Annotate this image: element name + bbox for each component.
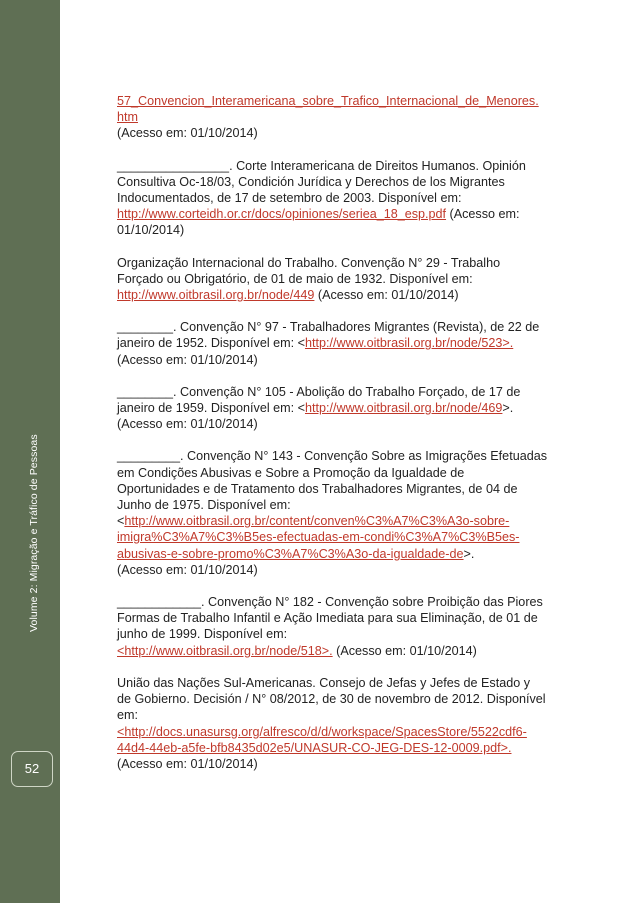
reference-link[interactable]: <http://www.oitbrasil.org.br/node/518>. [117,643,333,658]
page-number-box [11,751,53,787]
reference-link[interactable]: http://www.corteidh.or.cr/docs/opiniones/seriea_18_esp.pdf [117,207,447,222]
reference-text [117,594,547,659]
reference-entry [117,594,547,659]
reference-link[interactable]: http://www.oitbrasil.org.br/content/conven%C3%A7%C3%A3o-sobre-imigra%C3%A7%C3%B5es-efectuadas-em-condi%C3%A7%C3%B5es-abusivas-e-sobre-promo%C3%A7%C3%A3o-da-igualdade-de [117,514,520,561]
reference-segment: União das Nações Sul-Americanas. Consejo de Jefas y Jefes de Estado y de Gobierno. Decisión / N° 08/2012, de 30 de novembro de 2012. Disponível em: [117,675,546,723]
reference-segment: (Acesso em: 01/10/2014) [117,207,520,238]
sidebar [0,0,60,903]
reference-text [117,255,547,304]
reference-entry [117,675,547,772]
reference-segment: < [117,514,125,529]
reference-entry [117,319,547,368]
reference-segment: >. [463,546,475,561]
reference-text [117,384,547,433]
reference-entry [117,448,547,578]
reference-text [117,319,547,368]
reference-segment: Organização Internacional do Trabalho. Convenção N° 29 - Trabalho Forçado ou Obrigatório, de 01 de maio de 1932. Disponível em: [117,255,501,286]
reference-link[interactable]: http://www.oitbrasil.org.br/node/469 [304,401,503,416]
reference-segment: ____________. Convenção N° 182 - Convenção sobre Proibição das Piores Formas de Trabalho Infantil e Ação Imediata para sua Eliminação, de 01 de junho de 1999. Disponível em: [117,595,543,642]
reference-text [117,158,547,239]
reference-entry [117,255,547,304]
reference-segment: (Acesso em: 01/10/2014) [117,417,258,432]
reference-segment: ________________. Corte Interamericana de Direitos Humanos. Opinión Consultiva Oc-18/03, Condición Jurídica y Derechos de los Migrantes Indocumentados, de 17 de setembro de 2003. Disponível em: [117,158,526,206]
reference-link[interactable]: http://www.oitbrasil.org.br/node/449 [117,288,315,303]
reference-segment: (Acesso em: 01/10/2014) [117,562,258,577]
reference-entry [117,93,547,142]
reference-segment: (Acesso em: 01/10/2014) [117,756,258,771]
reference-segment: ________. Convenção N° 105 - Abolição do Trabalho Forçado, de 17 de janeiro de 1959. Disponível em: < [117,384,521,416]
references-list [117,93,547,788]
reference-segment: (Acesso em: 01/10/2014) [314,288,459,303]
page-number: 52 [24,761,40,776]
reference-link[interactable]: http://www.oitbrasil.org.br/node/523>. [304,336,514,351]
reference-segment: (Acesso em: 01/10/2014) [117,126,258,141]
reference-segment: _________. Convenção N° 143 - Convenção Sobre as Imigrações Efetuadas em Condições Abusivas e Sobre a Promoção da Igualdade de Oportunidades e de Tratamento dos Trabalhadores Migrantes, de 04 de Junho de 1975. Disponível em: [117,449,548,513]
reference-text [117,448,547,578]
reference-text [117,93,547,142]
reference-link[interactable]: 57_Convencion_Interamericana_sobre_Trafico_Internacional_de_Menores. [117,94,539,108]
reference-segment: (Acesso em: 01/10/2014) [117,352,258,367]
reference-segment: ________. Convenção N° 97 - Trabalhadores Migrantes (Revista), de 22 de janeiro de 1952. Disponível em: < [117,320,540,351]
reference-segment: >. [502,401,514,416]
reference-entry [117,158,547,239]
volume-title: Volume 2: Migração e Tráfico de Pessoas [28,434,40,632]
reference-link[interactable]: htm [117,110,138,125]
reference-link[interactable]: <http://docs.unasursg.org/alfresco/d/d/workspace/SpacesStore/5522cdf6-44d4-44eb-a5fe-bfb8435d02e5/UNASUR-CO-JEG-DES-12-0009.pdf>. [117,724,527,755]
reference-segment: (Acesso em: 01/10/2014) [332,643,477,658]
reference-entry [117,384,547,433]
reference-text [117,675,547,772]
